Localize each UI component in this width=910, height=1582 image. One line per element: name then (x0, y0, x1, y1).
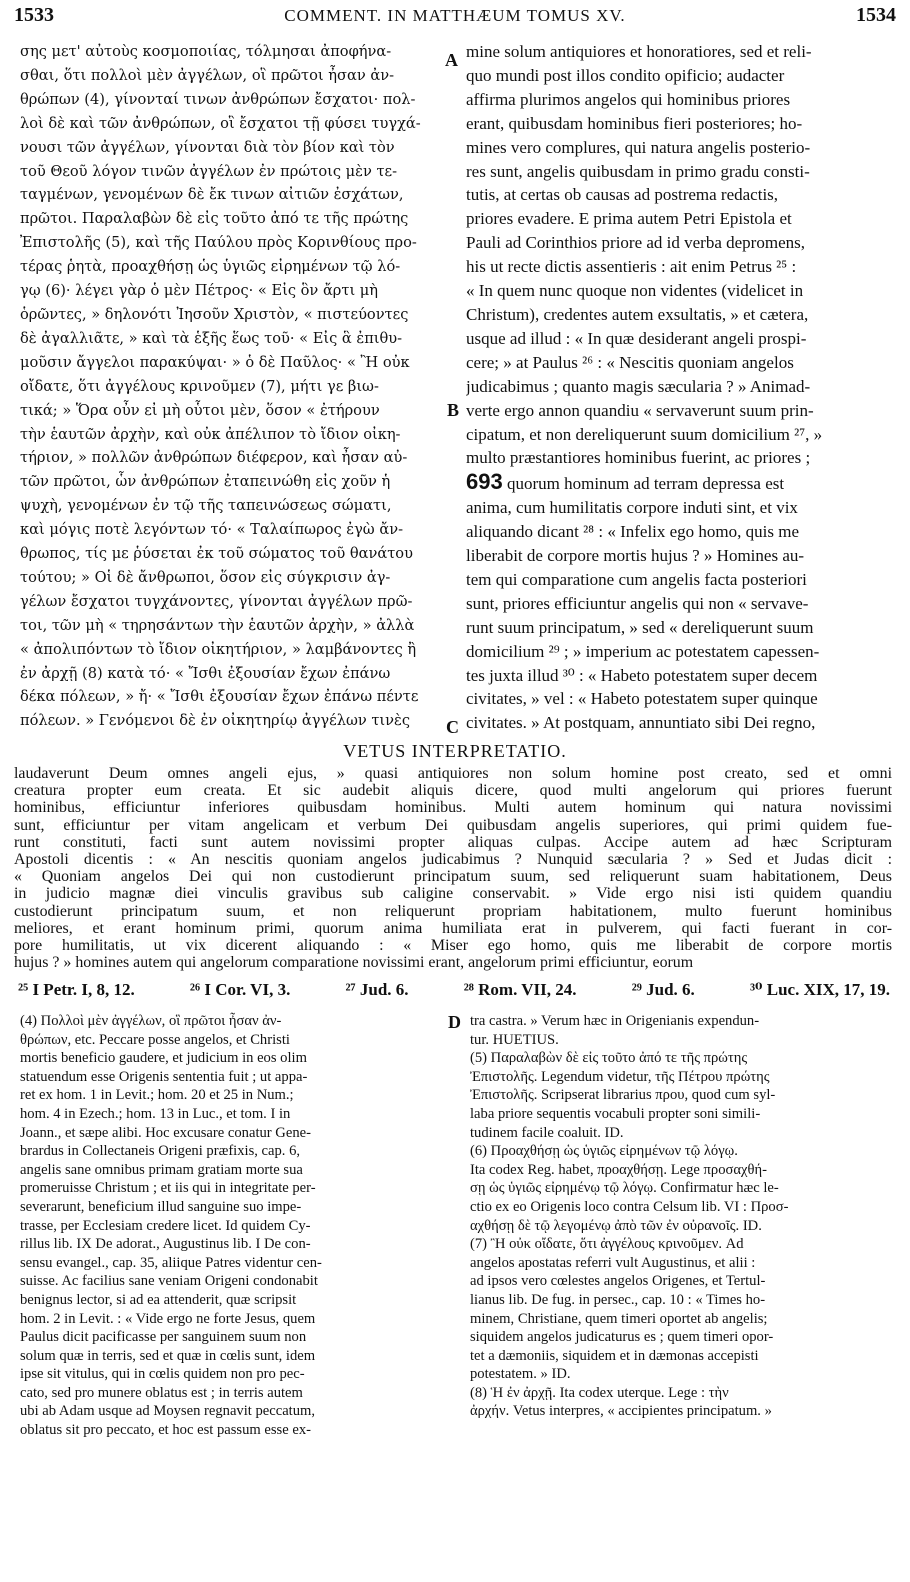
page-number-left: 1533 (14, 4, 54, 26)
footnote-line: Paulus dicit pacificasse per sanguinem suum non (20, 1329, 307, 1346)
greek-text-line: θρώπων (4), γίνονταί τινων ἀνθρώπων ἔσχατοι· πολ- (20, 90, 416, 108)
footnote-line: tudinem facile coaluit. ID. (470, 1124, 624, 1141)
greek-text-line: τοι, τῶν μὴ « τηρησάντων τὴν ἑαυτῶν ἀρχὴν, » ἀλλὰ (20, 616, 415, 634)
footnote-line: ad ipsos vero cœlestes angelos Origenes, et Tertul- (470, 1273, 766, 1290)
greek-text-line: λοὶ δὲ καὶ τῶν ἀνθρώπων, οἳ ἔσχατοι τῇ φύσει τυγχά- (20, 114, 421, 132)
footnote-line: tra castra. » Verum hæc in Origenianis expendun- (470, 1013, 760, 1029)
latin-translation-column (466, 40, 896, 735)
reference-27: ²⁷ Jud. 6. (345, 980, 409, 999)
footnote-line: αχθήσῃ δὲ τῷ λεγομένῳ ἀπὸ τῶν ἐν οὐρανοῖς. ID. (470, 1217, 762, 1234)
footnotes-left-column (20, 1012, 444, 1440)
latin-text-line: civitates, » vel : « Habeto potestatem super quinque (466, 689, 818, 709)
latin-text-line: priores evadere. E prima autem Petri Epistola et (466, 209, 792, 229)
latin-text-line: tutis, at certas ob causas ad postrema redactis, (466, 185, 779, 205)
latin-text-line: quo mundi post illos condito opificio; audacter (466, 65, 785, 85)
footnote-line: minem, Christiane, quem timeri oportet ab angelis; (470, 1310, 768, 1327)
latin-text-line: tes juxta illud ³⁰ : « Habeto potestatem super decem (466, 665, 818, 685)
latin-text-line: erant, quibusdam hominibus fieri posteriores; ho- (466, 113, 803, 133)
greek-text-line: « ἀπολιπόντων τὸ ἴδιον οἰκητήριον, » λαμβάνοντες ἢ (20, 640, 417, 658)
footnote-line: tur. HUETIUS. (470, 1031, 559, 1048)
latin-text-line: affirma plurimos angelos qui hominibus priores (466, 89, 791, 109)
reference-29: ²⁹ Jud. 6. (631, 980, 695, 999)
reference-25: ²⁵ I Petr. I, 8, 12. (18, 980, 135, 999)
footnote-line: θρώπων, etc. Peccare posse angelos, et Christi (20, 1031, 290, 1048)
footnote-line: ubi ab Adam usque ad Moysen regnavit peccatum, (20, 1403, 316, 1420)
latin-text-line: « In quem nunc quoque non videntes (videlicet in (466, 281, 804, 301)
footnote-line: hom. 4 in Ezech.; hom. 13 in Luc., et tom. I in (20, 1105, 291, 1122)
latin-text-line: Christum), credentes autem exsultatis, » et cætera, (466, 304, 809, 324)
footnote-line: tet a dæmoniis, siquidem et in dæmonas accepisti (470, 1347, 759, 1364)
footnote-line: Ἐπιστολῆς. Scripserat librarius πρου, quod cum syl- (470, 1087, 776, 1104)
greek-text-line: ψυχὴ, γενομένων ἐν τῷ τῆς ταπεινώσεως σώματι, (20, 497, 392, 515)
scripture-references (18, 980, 890, 1000)
latin-text-line: cipatum, et non dereliquerunt suum domicilium ²⁷, » (466, 424, 823, 444)
footnote-line: angelis sane omnibus primam gratiam morte sua (20, 1161, 303, 1178)
greek-text-line: Ἐπιστολῆς (5), καὶ τῆς Παύλου πρὸς Κορινθίους προ- (20, 234, 417, 252)
footnote-line: cato, sed pro munere oblatus est ; in terris autem (20, 1384, 303, 1401)
footnote-line: brardus in Collectaneis Origeni præfixis, cap. 6, (20, 1143, 301, 1160)
vetus-text-line: pore humilitatis, ut vix dicerent aliquando : « Miser ego homo, quis me liberabit de corpore mortis (14, 937, 892, 955)
latin-text-line: sunt, priores efficiuntur angelis qui non « servave- (466, 593, 809, 613)
vetus-text-line: creatura propter eum creata. Et sic audebit aliquis dicere, quod multi angelorum qui priores fuerunt (14, 782, 892, 800)
vetus-text-line: laudaverunt Deum omnes angeli ejus, » quasi antiquiores non solum homine post creato, sed et omni (14, 765, 892, 782)
margin-letter-b: B (447, 400, 460, 420)
footnote-line: promeruisse Christum ; et iis qui in integritate per- (20, 1180, 316, 1197)
latin-text-line: mine solum antiquiores et honoratiores, sed et reli- (466, 42, 812, 61)
footnote-line: oblatus sit pro peccato, et hoc est passum esse ex- (20, 1422, 311, 1439)
latin-text-line: his ut recte dictis assentieris : ait enim Petrus ²⁵ : (466, 257, 797, 277)
footnote-line: ret ex hom. 1 in Levit.; hom. 20 et 25 in Num.; (20, 1087, 294, 1104)
footnote-line: lianus lib. De fug. in persec., cap. 10 : « Times ho- (470, 1291, 766, 1308)
greek-text-line: γῳ (6)· λέγει γὰρ ὁ μὲν Πέτρος· « Εἰς ὃν ἄρτι μὴ (20, 282, 379, 300)
latin-text-line: res sunt, angelis quibusdam in primo gradu consti- (466, 161, 810, 181)
greek-text-line: θρωπος, τίς με ῥύσεται ἐκ τοῦ σώματος τοῦ θανάτου (20, 545, 413, 563)
latin-text-line: Pauli ad Corinthios priore ad id verba depromens, (466, 233, 805, 253)
greek-text-line: σης μετ' αὐτοὺς κοσμοποιίας, τόλμησαι ἀποφήνα- (20, 43, 392, 60)
footnote-line: ipse sit vitulus, qui in cœlis quidem non pro pec- (20, 1366, 305, 1383)
footnotes-right-column (470, 1012, 896, 1421)
latin-text-line: mines vero complures, qui natura angelis posterio- (466, 137, 811, 157)
latin-text-line: domicilium ²⁹ ; » imperium ac potestatem capessen- (466, 641, 820, 661)
reference-28: ²⁸ Rom. VII, 24. (463, 980, 577, 999)
greek-text-line: πόλεων. » Γενόμενοι δὲ ἐν οἰκητηρίῳ ἀγγέλων τινὲς (20, 712, 411, 730)
footnote-line: (7) Ἢ οὐκ οἴδατε, ὅτι ἀγγέλους κρινοῦμεν. Ad (470, 1236, 744, 1253)
footnote-line: (6) Προαχθήσῃ ὡς ὑγιῶς εἰρημένων τῷ λόγῳ. (470, 1143, 738, 1160)
footnote-line: suisse. Ac facilius sane veniam Origeni condonabit (20, 1273, 318, 1290)
footnote-line: mortis beneficio gaudere, et judicium in eos olim (20, 1050, 307, 1067)
reference-26: ²⁶ I Cor. VI, 3. (189, 980, 291, 999)
latin-text-line: 693 quorum hominum ad terram depressa est (466, 470, 785, 495)
footnote-line: laba priore sequentis vocabuli propter soni simili- (470, 1105, 761, 1122)
latin-text-line: anima, cum humilitatis corpore induti sint, et vix (466, 498, 798, 518)
margin-column-number: 693 (466, 470, 503, 495)
greek-text-line: τήριον, » πολλῶν ἀνθρώπων διέφερον, καὶ ἦσαν αὐ- (20, 449, 408, 467)
greek-text-line: τὴν ἑαυτῶν ἀρχὴν, καὶ οὐκ ἀπέλιπον τὸ ἴδιον οἰκη- (20, 425, 401, 443)
page-header (14, 4, 896, 32)
greek-text-line: δέκα πόλεων, » ἤ· « Ἴσθι ἐξουσίαν ἔχων ἐπάνω πέντε (20, 688, 419, 706)
vetus-interpretatio-title: VETUS INTERPRETATIO. (343, 741, 567, 761)
greek-text-line: τούτου; » Οἱ δὲ ἄνθρωποι, ὅσον εἰς σύγκρισιν ἀγ- (20, 568, 391, 586)
latin-text-line: liberabit de corpore mortis hujus ? » Homines au- (466, 546, 805, 566)
vetus-text-line: sunt, efficiuntur per vitam angelicam et verbum Dei quibusdam angelis superiores, qui primi quidem fue- (14, 816, 892, 834)
latin-text-line: usque ad illud : « In quæ desiderant angeli prospi- (466, 328, 807, 348)
latin-text-line: cere; » at Paulus ²⁶ : « Nescitis quoniam angelos (466, 352, 794, 372)
running-title: COMMENT. IN MATTHÆUM TOMUS XV. (284, 6, 626, 25)
footnote-line: ἀρχήν. Vetus interpres, « accipientes principatum. » (470, 1403, 772, 1420)
greek-text-line: τέρας ῥητὰ, προαχθήσῃ ὡς ὑγιῶς εἰρημένων τῷ λό- (20, 258, 401, 276)
greek-text-line: οἴδατε, ὅτι ἀγγέλους κρινοῦμεν (7), μήτι γε βιω- (20, 377, 379, 395)
footnote-line: rillus lib. IX De adorat., Augustinus lib. I De con- (20, 1236, 311, 1253)
greek-text-line: ὁρῶντες, » δηλονότι Ἰησοῦν Χριστὸν, « πιστεύοντες (20, 305, 409, 323)
latin-text-line: civitates. » At postquam, annuntiato sibi Dei regno, (466, 713, 816, 733)
footnote-line: σῃ ὡς ὑγιῶς εἰρημένῳ τῷ λόγῳ. Confirmatur hæc le- (470, 1180, 779, 1197)
footnote-line: potestatem. » ID. (470, 1366, 571, 1383)
greek-text-line: μοῦσιν ἄγγελοι παρακύψαι· » ὁ δὲ Παῦλος· « Ἢ οὐκ (20, 353, 410, 371)
footnote-line: (4) Πολλοὶ μὲν ἀγγέλων, οἳ πρῶτοι ἦσαν ἀν- (20, 1013, 282, 1029)
latin-text-line: judicabimus ; quanto magis sæcularia ? » Animad- (466, 376, 811, 396)
footnote-line: hom. 2 in Levit. : « Vide ergo ne forte Jesus, quem (20, 1310, 316, 1327)
greek-text-line: καὶ μόγις ποτὲ λεγόντων τό· « Ταλαίπωρος ἐγὼ ἄν- (20, 521, 404, 539)
vetus-text-line: in judicio magnæ diei vinculis gravibus sub caligine conservabit. » Vide ergo nisi isti quidem quandiu (14, 885, 892, 903)
greek-text-line: τοῦ Θεοῦ λόγον τινῶν ἀγγέλων ἐν πρώτοις μὲν τε- (20, 162, 398, 180)
footnote-line: (5) Παραλαβὼν δὲ εἰς τοῦτο ἀπό τε τῆς πρώτης (470, 1050, 748, 1067)
latin-text-line: multo præstantiores hominibus fuerint, ac priores ; (466, 448, 811, 468)
latin-text-line: tem qui comparatione cum angelis facta posteriori (466, 569, 807, 589)
footnote-line: siquidem angelos judicaturus es ; quem timeri opor- (470, 1329, 774, 1346)
vetus-text-line: runt constituti, facti sunt autem novissimi propter aliquas culpas. Accipe autem ad hæc Scripturam (14, 833, 892, 851)
greek-text-line: ταγμένων, γενομένων δὲ ἔκ τινων αἰτιῶν ἐσχάτων, (20, 186, 404, 204)
greek-text-line: γέλων ἔσχατοι τυγχάνοντες, γίνονται ἀγγέλων πρῶ- (20, 592, 413, 610)
vetus-text-line: hominibus, efficiuntur inferiores quibusdam hominibus. Multi autem hominum qui natura novissimi (14, 799, 892, 817)
margin-letter-c: C (446, 717, 459, 737)
footnote-line: trasse, per Ecclesiam credere licet. Id quidem Cy- (20, 1217, 311, 1234)
footnote-line: Joann., et sæpe alibi. Hoc excusare conatur Gene- (20, 1124, 311, 1141)
vetus-text-line: custodierunt principatum suum, et non reliquerunt propriam habitationem, multo fuerunt hominibus (14, 902, 892, 920)
margin-letter-d: D (448, 1012, 461, 1032)
latin-text-line: aliquando dicant ²⁸ : « Infelix ego homo, quis me (466, 522, 800, 542)
greek-text-line: ἐν ἀρχῇ (8) κατὰ τό· « Ἴσθι ἐξουσίαν ἔχων ἐπάνω (20, 664, 391, 682)
footnote-line: angelos apostatas referri vult Augustinus, et alii : (470, 1254, 756, 1271)
margin-letter-a: A (445, 50, 458, 70)
reference-30: ³⁰ Luc. XIX, 17, 19. (749, 980, 890, 999)
greek-text-line: δὲ ἀγαλλιᾶτε, » καὶ τὰ ἑξῆς ἕως τοῦ· « Εἰς ἃ ἐπιθυ- (20, 329, 403, 347)
greek-text-line: τῶν πρῶτοι, ὧν ἀνθρώπων ἐταπεινώθη εἰς χοῦν ἡ (20, 473, 391, 491)
footnote-line: Ita codex Reg. habet, προαχθήσῃ. Lege προσαχθή- (470, 1161, 767, 1178)
footnote-line: sensu evangel., cap. 35, aliique Patres videntur cen- (20, 1254, 322, 1271)
footnote-line: benignus lector, si ad ea attenderit, quæ scripsit (20, 1291, 297, 1308)
footnote-line: statuendum esse Origenis sententia fuit ; ut appa- (20, 1068, 308, 1085)
latin-text-line: verte ergo annon quandiu « servaverunt suum prin- (466, 400, 814, 420)
page-number-right: 1534 (856, 4, 896, 26)
greek-text-line: νουσι τῶν ἀγγέλων, γίνονται διὰ τὸν βίον καὶ τὸν (20, 138, 395, 156)
footnote-line: solum quæ in terris, sed et quæ in cœlis sunt, idem (20, 1347, 316, 1364)
greek-text-line: τικά; » Ὅρα οὖν εἰ μὴ οὗτοι μὲν, ὅσον « ἐτήρουν (20, 401, 380, 419)
greek-text-column (20, 40, 458, 733)
greek-text-line: σθαι, ὅτι πολλοὶ μὲν ἀγγέλων, οἳ πρῶτοι ἦσαν ἀν- (20, 66, 395, 84)
vetus-text-line: hujus ? » homines autem qui angelorum comparatione novissimi erant, angelorum primi efficiuntur, eorum (14, 954, 694, 972)
footnote-line: severarunt, beneficium illud sanguine suo impe- (20, 1198, 302, 1215)
latin-text-line: runt suum principatum, » sed « dereliquerunt suum (466, 617, 814, 637)
vetus-text-line: Apostoli dicentis : « An nescitis quoniam angelos judicabimus ? Nunquid sæcularia ? » Sed et Judas dicit : (14, 851, 892, 869)
vetus-text-line: meliores, et erant hominum primi, quorum anima humiliata erat in pulverem, qui facti fuerant in cor- (14, 919, 892, 937)
footnote-line: (8) Ἡ ἐν ἀρχῇ. Ita codex uterque. Lege : τὴν (470, 1384, 729, 1401)
vetus-text-line: « Quoniam angelos Dei qui non custodierunt principatum suum, sed reliquerunt suam habitationem, Deus (14, 868, 892, 886)
greek-text-line: πρῶτοι. Παραλαβὼν δὲ εἰς τοῦτο ἀπό τε τῆς πρώτης (20, 210, 409, 228)
footnote-line: ctio ex eo Origenis loco contra Celsum lib. VI : Προσ- (470, 1198, 789, 1215)
footnote-line: Ἐπιστολῆς. Legendum videtur, τῆς Πέτρου πρώτης (470, 1068, 770, 1085)
vetus-interpretatio-text (14, 765, 892, 971)
